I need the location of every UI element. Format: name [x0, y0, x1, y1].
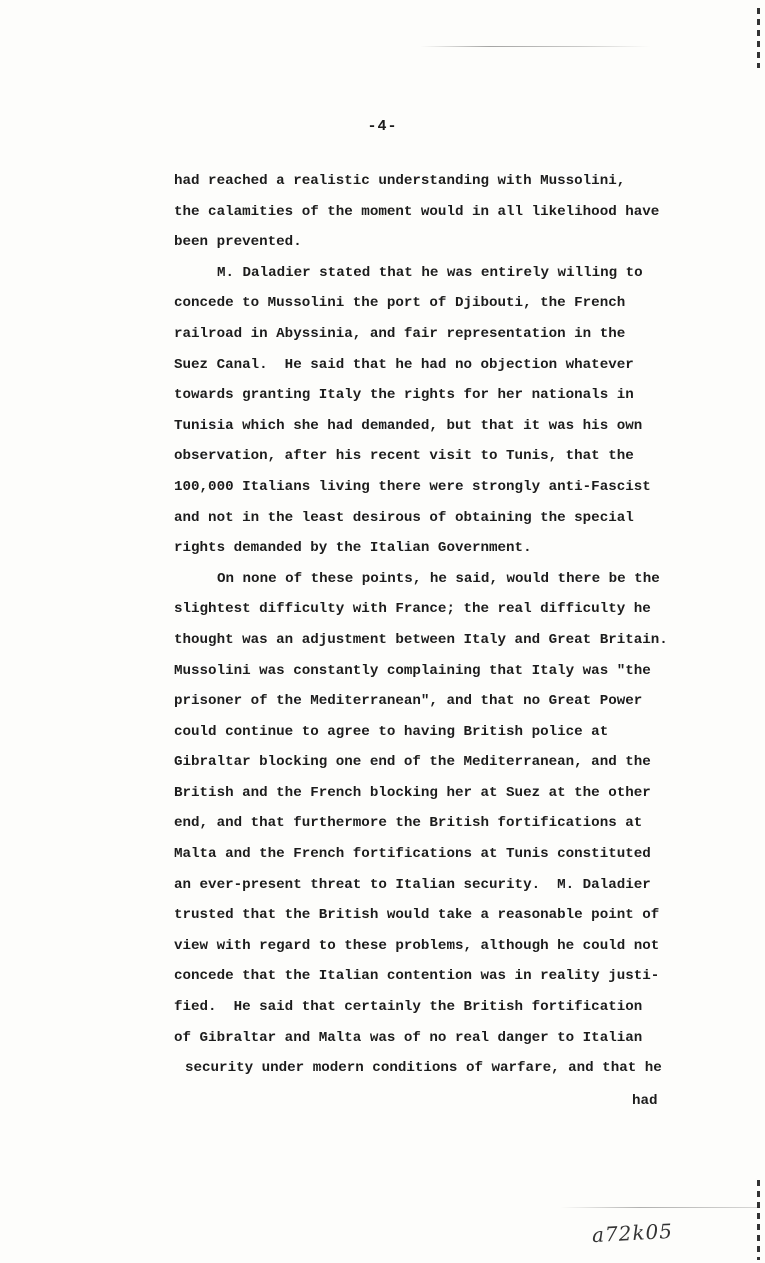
text-line: had reached a realistic understanding with Mussolini, — [174, 173, 626, 189]
text-line: British and the French blocking her at Suez at the other — [174, 784, 651, 801]
text-line: M. Daladier stated that he was entirely willing to — [217, 264, 643, 281]
text-line: fied. He said that certainly the British fortification — [174, 999, 643, 1016]
text-line: Suez Canal. He said that he had no objection whatever — [174, 356, 634, 373]
text-line: view with regard to these problems, although he could not — [174, 937, 660, 954]
scan-artifact-top — [420, 46, 650, 47]
text-line: Malta and the French fortifications at Tunis constituted — [174, 846, 651, 863]
handwritten-reference: a72k05 — [591, 1218, 674, 1248]
text-line: observation, after his recent visit to Tunis, that the — [174, 448, 634, 465]
text-line: Tunisia which she had demanded, but that it was his own — [174, 417, 643, 434]
text-line: end, and that furthermore the British fortifications at — [174, 815, 643, 832]
text-line: On none of these points, he said, would there be the — [217, 570, 660, 587]
text-line: been prevented. — [174, 234, 302, 251]
text-line: rights demanded by the Italian Government. — [174, 540, 532, 557]
page-number: -4- — [367, 118, 398, 135]
text-line: towards granting Italy the rights for her nationals in — [174, 387, 634, 404]
text-line: thought was an adjustment between Italy and Great Britain. — [174, 631, 668, 648]
text-line: Mussolini was constantly complaining that Italy was "the — [174, 662, 651, 679]
text-line: prisoner of the Mediterranean", and that no Great Power — [174, 693, 643, 710]
scan-edge-mark — [757, 8, 760, 68]
text-line: concede to Mussolini the port of Djibouti, the French — [174, 295, 626, 312]
text-line: the calamities of the moment would in all likelihood have — [174, 203, 660, 220]
text-line: railroad in Abyssinia, and fair representation in the — [174, 325, 626, 342]
text-line: security under modern conditions of warfare, and that he — [185, 1060, 662, 1077]
text-line: trusted that the British would take a reasonable point of — [174, 907, 660, 924]
text-line: and not in the least desirous of obtaining the special — [174, 509, 634, 526]
text-line: slightest difficulty with France; the real difficulty he — [174, 601, 651, 618]
text-line: of Gibraltar and Malta was of no real danger to Italian — [174, 1029, 643, 1046]
text-line: could continue to agree to having British police at — [174, 723, 609, 740]
document-body — [174, 166, 714, 1084]
text-line: Gibraltar blocking one end of the Mediterranean, and the — [174, 754, 651, 771]
scan-artifact-bottom — [560, 1207, 760, 1208]
scan-edge-mark — [757, 1180, 760, 1260]
catchword: had — [632, 1093, 658, 1109]
text-line: an ever-present threat to Italian security. M. Daladier — [174, 876, 651, 893]
text-line: concede that the Italian contention was in reality justi- — [174, 968, 660, 985]
text-line: 100,000 Italians living there were strongly anti-Fascist — [174, 478, 651, 495]
